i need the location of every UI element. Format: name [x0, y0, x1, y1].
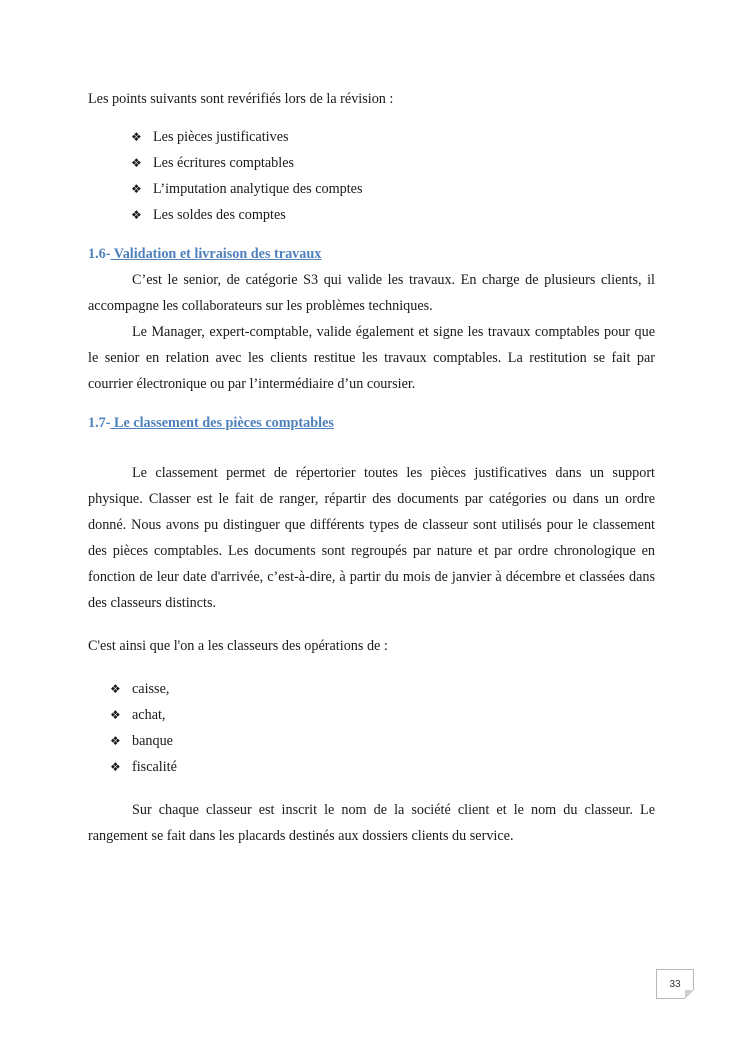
diamond-bullet-icon: ❖: [110, 734, 121, 748]
list-item: ❖ achat,: [110, 702, 655, 728]
page-number: 33: [656, 969, 694, 999]
list-item: ❖ fiscalité: [110, 754, 655, 780]
binder-operations-list: [88, 676, 655, 780]
list-item: ❖ banque: [110, 728, 655, 754]
diamond-bullet-icon: ❖: [110, 760, 121, 774]
section-1-7-paragraph-2: C'est ainsi que l'on a les classeurs des opérations de :: [88, 638, 388, 654]
section-heading-1-7: 1.7- Le classement des pièces comptables: [88, 415, 334, 431]
diamond-bullet-icon: ❖: [131, 156, 142, 170]
page-fold-icon: [685, 990, 694, 999]
list-item: ❖ Les écritures comptables: [131, 150, 655, 176]
list-item: ❖ L’imputation analytique des comptes: [131, 176, 655, 202]
section-1-6-paragraph-2: Le Manager, expert-comptable, valide également et signe les travaux comptables pour que le senior en relation avec les clients restitue les travaux comptables. La restitution se fait par courrier électronique ou par l’intermédiaire d’un coursier.: [88, 324, 655, 392]
verification-list: [88, 124, 655, 228]
diamond-bullet-icon: ❖: [131, 182, 142, 196]
section-heading-1-6: 1.6- Validation et livraison des travaux: [88, 246, 322, 262]
section-1-7-paragraph-1: Le classement permet de répertorier toutes les pièces justificatives dans un support physique. Classer est le fait de ranger, répartir des documents par catégories ou dans un ordre donné. Nous avons pu distinguer que différents types de classeur sont utilisés pour le classement des pièces comptables. Les documents sont regroupés par nature et par ordre chronologique en fonction de leur date d'arrivée, c’est-à-dire, à partir du mois de janvier à décembre et classées dans des classeurs distincts.: [88, 465, 655, 611]
intro-text: Les points suivants sont revérifiés lors de la révision :: [88, 91, 394, 107]
list-item: ❖ Les pièces justificatives: [131, 124, 655, 150]
diamond-bullet-icon: ❖: [110, 682, 121, 696]
diamond-bullet-icon: ❖: [131, 130, 142, 144]
section-1-7-paragraph-3: Sur chaque classeur est inscrit le nom de la société client et le nom du classeur. Le rangement se fait dans les placards destinés aux dossiers clients du service.: [88, 802, 655, 844]
page-content: [88, 86, 655, 849]
diamond-bullet-icon: ❖: [131, 208, 142, 222]
list-item: ❖ caisse,: [110, 676, 655, 702]
list-item: ❖ Les soldes des comptes: [131, 202, 655, 228]
diamond-bullet-icon: ❖: [110, 708, 121, 722]
section-1-6-paragraph-1: C’est le senior, de catégorie S3 qui valide les travaux. En charge de plusieurs clients, il accompagne les collaborateurs sur les problèmes techniques.: [88, 272, 655, 314]
